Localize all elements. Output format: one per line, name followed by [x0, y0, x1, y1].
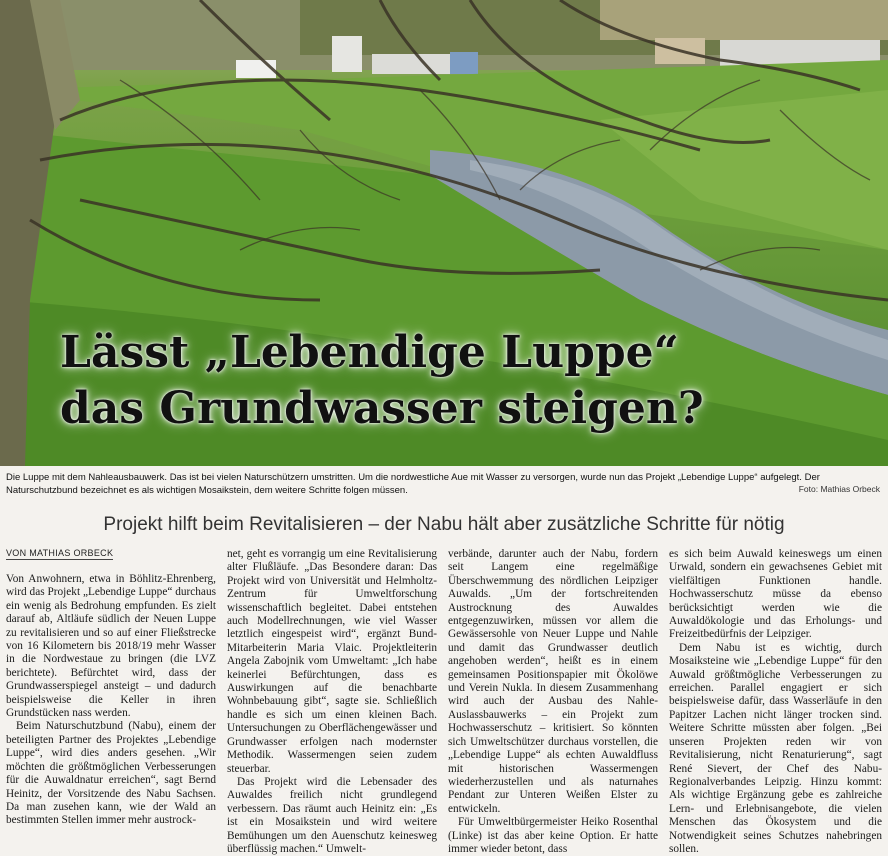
- paragraph: es sich beim Auwald keineswegs um einen Urwald, sondern ein gewachsenes Gebiet mit vielfältigen Funktionen handle. Hochwasserschutz müsse da ebenso berücksichtigt werden wie die Auwaldökologie und das Erholungs- und Freizeitbedürfnis der Leipziger.: [669, 548, 882, 641]
- article-column-1: [6, 573, 216, 845]
- paragraph: Beim Naturschutzbund (Nabu), einem der beteiligten Partner des Projektes „Lebendige Luppe“, wird dies anders gesehen. „Wir möchten die größtmöglichen Verbesserungen für die Auwaldnatur erreichen“, sagt Bernd Heinitz, der Vorsitzende des Nabu Sachsen. Da man zusehen kann, wie der Wald an bestimmten Stellen immer mehr austrock-: [6, 720, 216, 827]
- paragraph: verbände, darunter auch der Nabu, fordern seit Langem eine regelmäßige Überschwemmung des nördlichen Leipziger Auwalds. „Um der fortschreitenden Austrocknung des Auwaldes entgegenzuwirken, müssen vor allem die Gewässersohle von Neuer Luppe und Nahle und damit das Grundwasser deutlich angehoben werden“, heißt es in einem gemeinsamen Positionspapier mit Ökolöwe und Verein Nukla. In diesem Zusammenhang wird auch der Ausbau des Nahle-Auslassbauwerks – ein Projekt zum Hochwasserschutz – kritisiert. So könnten sich Umweltschützer durchaus vorstellen, die „Lebendige Luppe“ als echten Auwaldfluss mit historischen Wassermengen wiederherzustellen und als naturnahes Pendant zur Unteren Weißen Elster zu entwickeln.: [448, 548, 658, 815]
- photo-caption: Die Luppe mit dem Nahleausbauwerk. Das ist bei vielen Naturschützern umstritten. Um die nordwestliche Aue mit Wasser zu versorgen, wurde nun das Projekt „Lebendige Luppe“ aufgelegt. Der Naturschutzbund bezeichnet es als wichtigen Mosaikstein, dem weitere Schritte folgen müssen.: [6, 472, 820, 496]
- headline: [60, 325, 704, 437]
- photo-credit: Foto: Mathias Orbeck: [798, 484, 880, 494]
- paragraph: Dem Nabu ist es wichtig, durch Mosaiksteine wie „Lebendige Luppe“ für den Auwald größtmögliche Verbesserungen zu erreichen. Parallel engagiert er sich beispielsweise dafür, dass Wasserläufe in den Papitzer Lachen nicht länger trocken sind. Weitere Schritte müssten aber folgen. „Bei unseren Projekten reden wir von Revitalisierung, nicht Renaturierung“, sagt René Sievert, der Chef des Nabu-Regionalverbandes Leipzig. Hinzu kommt: Als wichtige Ergänzung gebe es zahlreiche Lern- und Erlebnisangebote, die vielen Menschen das Ökosystem und die Notwendigkeit seines Schutzes nahebringen sollen.: [669, 641, 882, 855]
- paragraph: Von Anwohnern, etwa in Böhlitz-Ehrenberg, wird das Projekt „Lebendige Luppe“ durchaus ein wenig als Bedrohung empfunden. Es zielt darauf ab, Altläufe südlich der Neuen Luppe zu revitalisieren und so auf einer Fließstrecke von 16 Kilometern bis 2018/19 mehr Wasser in die Nordwestaue zu bringen (die LVZ berichtete). Befürchtet wird, dass der Grundwasserspiegel ansteigt – und dadurch beispielsweise die Keller in ihren Grundstücken nass werden.: [6, 573, 216, 720]
- article-column-2: [227, 548, 437, 855]
- headline-line-1: Lässt „Lebendige Luppe“: [60, 327, 679, 378]
- article-column-3: [448, 548, 658, 855]
- subheadline: Projekt hilft beim Revitalisieren – der Nabu hält aber zusätzliche Schritte für nötig: [103, 514, 785, 535]
- paragraph: net, geht es vorrangig um eine Revitalisierung alter Flußläufe. „Das Besondere daran: Das Projekt wird von Universität und Helmholtz-Zentrum für Umweltforschung wissenschaftlich begleitet. Dabei entstehen auch Modellrechnungen, wie viel Wasser letztlich eingespeist wird“, ergänzt Bund-Mitarbeiterin Maria Vlaic. Projektleiterin Angela Zabojnik vom Umweltamt: „Ich habe keinerlei Befürchtungen, dass es Auswirkungen auf die benachbarte Wohnbebauung gibt“, sagte sie. Schließlich handle es sich um einen kleinen Bach. Untersuchungen zu Oberflächengewässer und Grundwasser erfolgen nach modernster Methodik. Wassermengen seien zudem steuerbar.: [227, 548, 437, 775]
- byline: VON MATHIAS ORBECK: [6, 548, 114, 558]
- paragraph: Das Projekt wird die Lebensader des Auwaldes freilich nicht grundlegend verbessern. Das räumt auch Heinitz ein: „Es ist ein Mosaikstein und wird weitere Bemühungen um den Auenschutz keinesweg überflüssig machen.“ Umwelt-: [227, 775, 437, 855]
- paragraph: Für Umweltbürgermeister Heiko Rosenthal (Linke) ist das aber keine Option. Er hatte immer wieder betont, dass: [448, 816, 658, 855]
- headline-line-2: das Grundwasser steigen?: [60, 383, 704, 434]
- article-column-4: [669, 548, 882, 855]
